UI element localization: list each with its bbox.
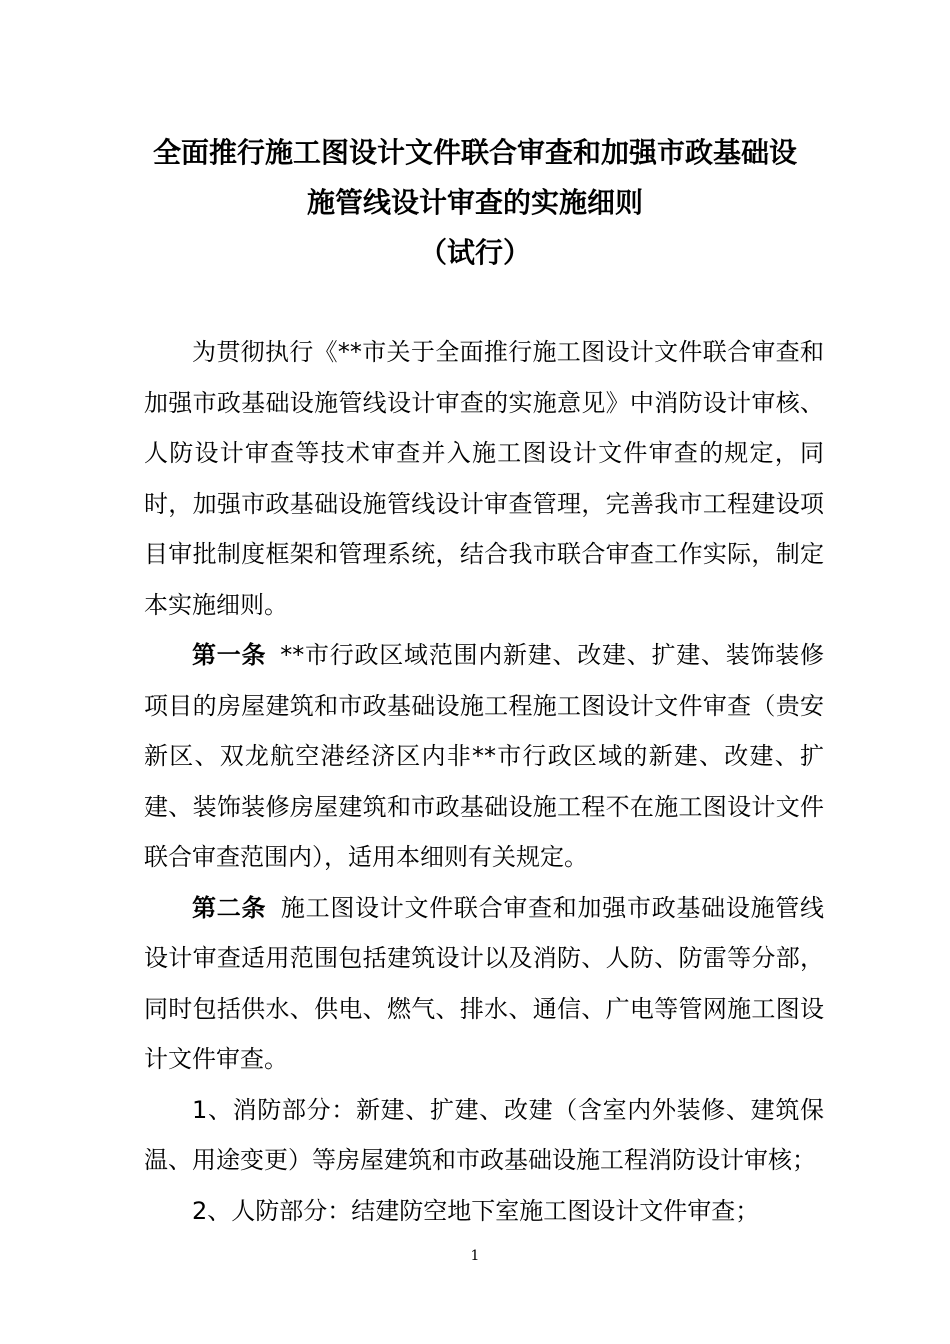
- title-line-2: 施管线设计审查的实施细则: [306, 186, 643, 219]
- title-line-3: （试行）: [418, 236, 531, 269]
- paragraph-item-1: [144, 1085, 824, 1186]
- paragraph-preamble: [144, 327, 824, 630]
- paragraph-item-2: [144, 1186, 824, 1237]
- paragraph-text: 施工图设计文件联合审查和加强市政基础设施管线设计审查适用范围包括建筑设计以及消防、人防、防雷等分部，同时包括供水、供电、燃气、排水、通信、广电等管网施工图设计文件审查。: [144, 893, 825, 1073]
- paragraph-text: 2、人防部分：结建防空地下室施工图设计文件审查；: [192, 1196, 760, 1225]
- title-line-1: 全面推行施工图设计文件联合审查和加强市政基础设: [152, 136, 797, 169]
- paragraph-text: 为贯彻执行《**市关于全面推行施工图设计文件联合审查和加强市政基础设施管线设计审查的实施意见》中消防设计审核、人防设计审查等技术审查并入施工图设计文件审查的规定，同时，加强市政基础设施管线设计审查管理，完善我市工程建设项目审批制度框架和管理系统，结合我市联合审查工作实际，制定本实施细则。: [144, 338, 824, 619]
- article-heading: 第二条: [192, 893, 267, 922]
- document-title: [120, 128, 830, 278]
- page-number: 1: [470, 1248, 480, 1264]
- paragraph-article-2: [144, 883, 824, 1085]
- paragraph-text: 1、消防部分：新建、扩建、改建（含室内外装修、建筑保温、用途变更）等房屋建筑和市政基础设施工程消防设计审核；: [144, 1095, 824, 1174]
- article-heading: 第一条: [192, 641, 267, 669]
- paragraph-article-1: [144, 630, 824, 883]
- document-body: [144, 327, 824, 1236]
- paragraph-text: **市行政区域范围内新建、改建、扩建、装饰装修项目的房屋建筑和市政基础设施工程施工图设计文件审查（贵安新区、双龙航空港经济区内非**市行政区域的新建、改建、扩建、装饰装修房屋建筑和市政基础设施工程不在施工图设计文件联合审查范围内），适用本细则有关规定。: [144, 641, 824, 871]
